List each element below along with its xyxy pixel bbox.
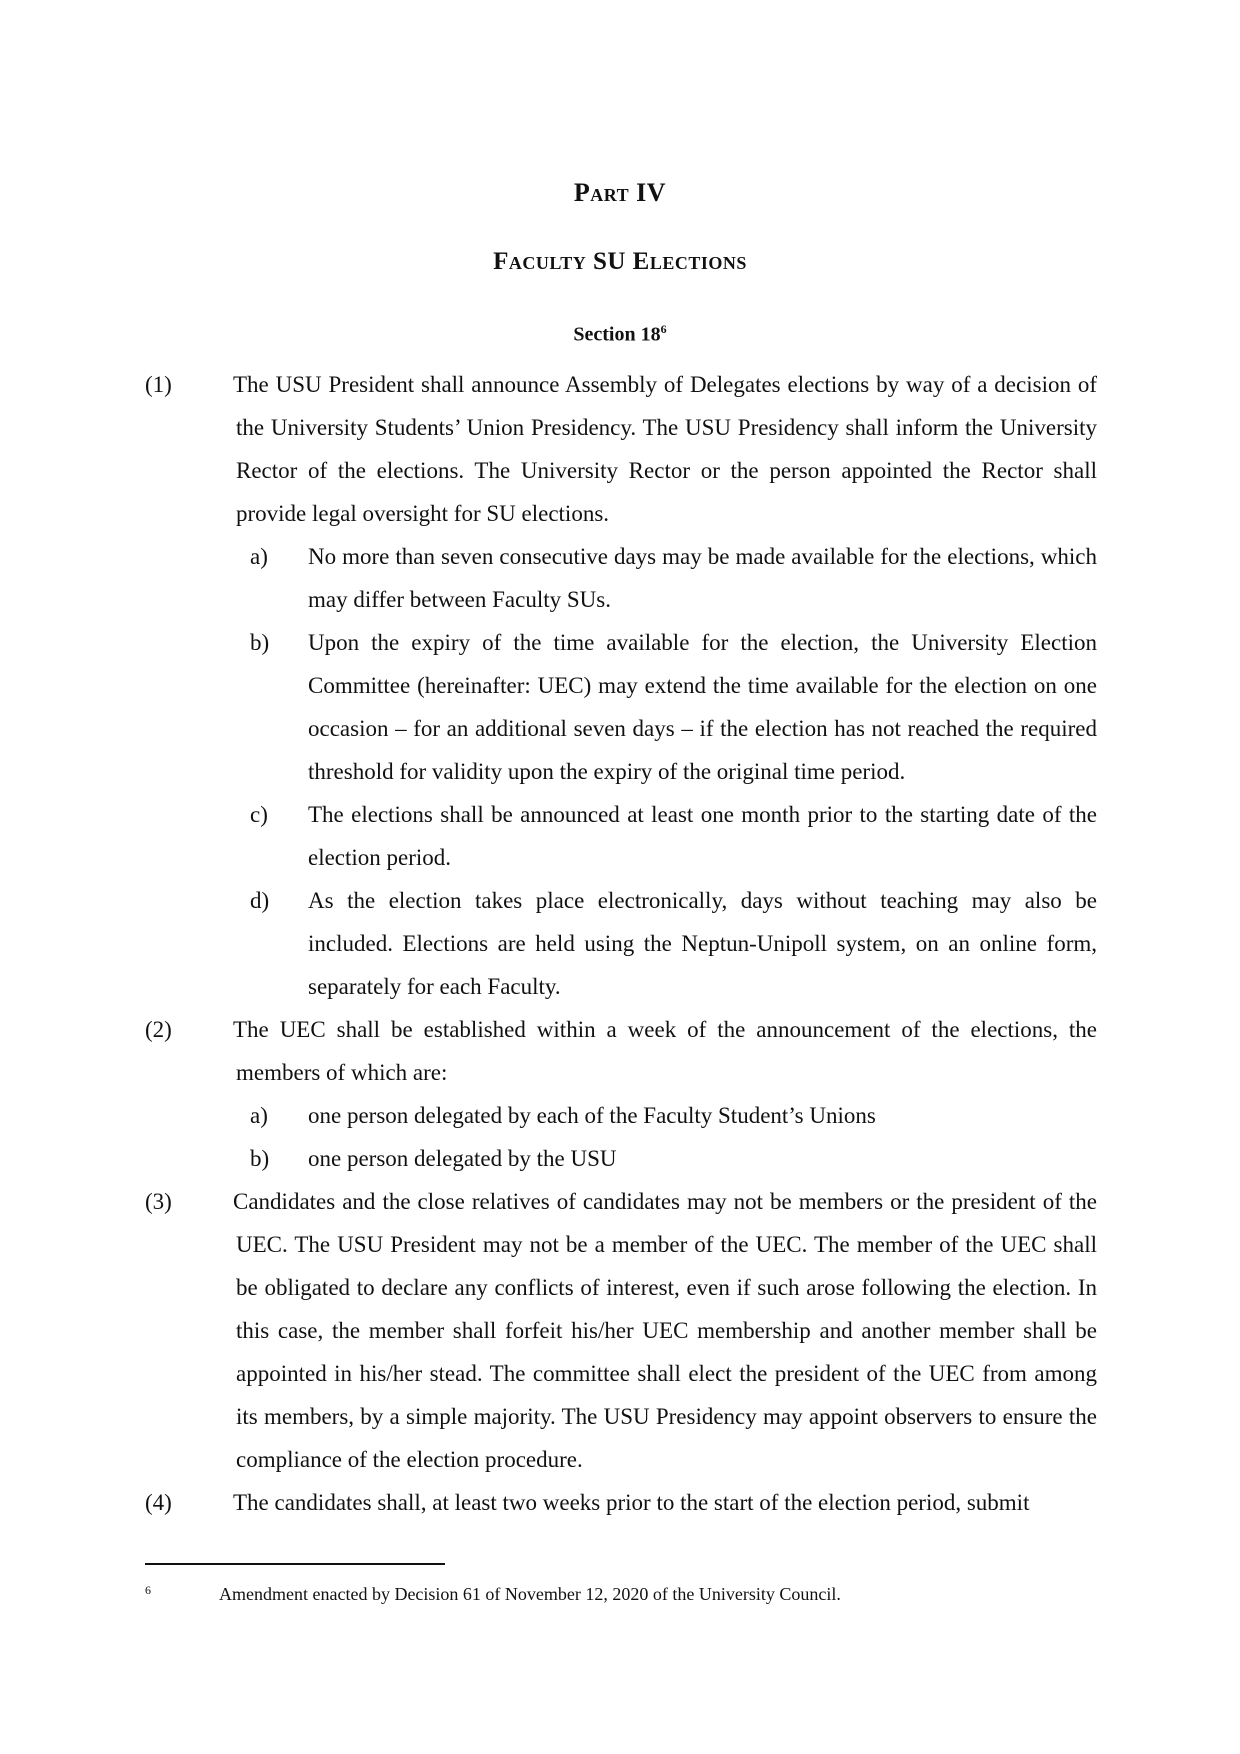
list-item-1d — [0, 879, 1240, 1008]
list-item-letter: b) — [250, 1146, 270, 1171]
list-item-text: one person delegated by the USU — [308, 1146, 617, 1171]
part-title: Part IV — [573, 178, 667, 207]
list-item-text: No more than seven consecutive days may be made available for the elections, which may differ between Faculty SUs. — [308, 544, 1097, 612]
paragraph-number: (2) — [145, 1017, 172, 1042]
list-item-text: Upon the expiry of the time available for the election, the University Election Committee (hereinafter: UEC) may extend the time available for the election on one occasion – for an additional seven days – if the election has not reached the required threshold for validity upon the expiry of the original time period. — [308, 630, 1097, 784]
paragraph-number: (1) — [145, 372, 172, 397]
section-footnote-ref: 6 — [660, 322, 667, 336]
section-body — [0, 363, 1240, 1524]
list-item-2b — [0, 1137, 1240, 1180]
section-title — [0, 322, 1240, 347]
paragraph-3 — [0, 1180, 1240, 1481]
list-item-letter: c) — [250, 802, 268, 827]
list-item-text: The elections shall be announced at least one month prior to the starting date of the election period. — [308, 802, 1097, 870]
list-item-letter: a) — [250, 1103, 268, 1128]
list-item-text: one person delegated by each of the Faculty Student’s Unions — [308, 1103, 876, 1128]
footnote-text: Amendment enacted by Decision 61 of November 12, 2020 of the University Council. — [219, 1584, 841, 1604]
paragraph-number: (4) — [145, 1490, 172, 1515]
paragraph-text: The candidates shall, at least two weeks prior to the start of the election period, submit — [233, 1490, 1030, 1515]
paragraph-2 — [0, 1008, 1240, 1094]
list-item-letter: b) — [250, 630, 270, 655]
footnote-divider — [145, 1563, 445, 1565]
list-item-1c — [0, 793, 1240, 879]
footnote-number: 6 — [145, 1583, 151, 1597]
list-item-letter: d) — [250, 888, 270, 913]
list-item-2a — [0, 1094, 1240, 1137]
list-item-text: As the election takes place electronically, days without teaching may also be included. Elections are held using the Neptun-Unipoll system, on an online form, separately for each Faculty. — [308, 888, 1097, 999]
paragraph-1 — [0, 363, 1240, 535]
footnote — [145, 1582, 1145, 1606]
paragraph-text: The USU President shall announce Assembly of Delegates elections by way of a decision of the University Students’ Union Presidency. The USU Presidency shall inform the University Rector of the elections. The University Rector or the person appointed the Rector shall provide legal oversight for SU elections. — [233, 372, 1097, 526]
list-item-1b — [0, 621, 1240, 793]
section-title-text: Section 18 — [573, 323, 661, 346]
paragraph-text: The UEC shall be established within a week of the announcement of the elections, the members of which are: — [233, 1017, 1097, 1085]
faculty-title: Faculty SU Elections — [493, 248, 747, 275]
paragraph-text: Candidates and the close relatives of candidates may not be members or the president of the UEC. The USU President may not be a member of the UEC. The member of the UEC shall be obligated to declare any conflicts of interest, even if such arose following the election. In this case, the member shall forfeit his/her UEC membership and another member shall be appointed in his/her stead. The committee shall elect the president of the UEC from among its members, by a simple majority. The USU Presidency may appoint observers to ensure the compliance of the election procedure. — [233, 1189, 1097, 1472]
paragraph-number: (3) — [145, 1189, 172, 1214]
list-item-letter: a) — [250, 544, 268, 569]
list-item-1a — [0, 535, 1240, 621]
paragraph-4 — [0, 1481, 1240, 1524]
